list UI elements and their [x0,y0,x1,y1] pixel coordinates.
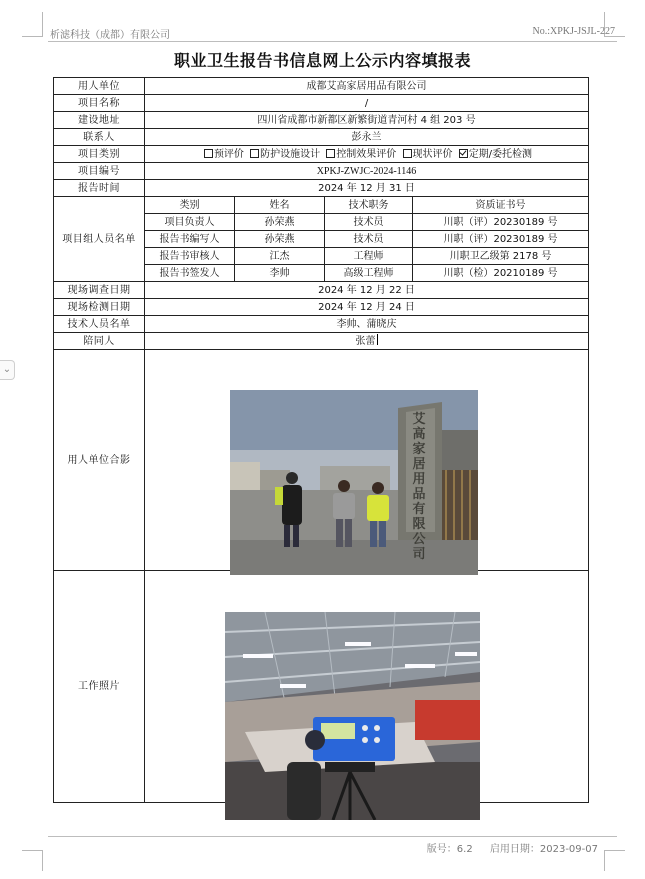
escort-value-cell[interactable] [145,333,589,350]
team-header-cert: 资质证书号 [413,197,589,214]
row-report-time [54,180,589,197]
header-divider [48,41,617,42]
team-cert[interactable]: 川职（评）20230189 号 [413,231,589,248]
work-photo[interactable] [225,612,480,820]
footer-version: 版号：6.2 [426,844,473,855]
team-role: 报告书审核人 [145,248,235,265]
project-name-value[interactable]: / [145,95,589,112]
team-name[interactable]: 孙荣燕 [235,231,325,248]
team-header-title: 技术职务 [325,197,413,214]
row-project-no [54,163,589,180]
corner-mark-bl [22,850,43,871]
report-time-value[interactable]: 2024 年 12 月 31 日 [145,180,589,197]
category-option[interactable]: 定期/委托检测 [456,149,532,160]
page-title: 职业卫生报告书信息网上公示内容填报表 [173,51,471,70]
footer [413,840,598,855]
category-option[interactable]: 预评价 [201,149,244,160]
project-no-value[interactable]: XPKJ-ZWJC-2024-1146 [145,163,589,180]
team-cert[interactable]: 川职（检）20210189 号 [413,265,589,282]
checkbox-icon[interactable] [250,149,259,158]
survey-date-value[interactable]: 2024 年 12 月 22 日 [145,282,589,299]
row-team-header [54,197,589,214]
checkbox-icon[interactable] [403,149,412,158]
footer-divider [48,836,617,837]
checked-checkbox-icon[interactable] [459,149,468,158]
tech-staff-value[interactable]: 李帅、蒲晓庆 [145,316,589,333]
expand-sidebar-icon[interactable]: ⌄ [0,360,15,380]
row-survey-date [54,282,589,299]
test-date-value[interactable]: 2024 年 12 月 24 日 [145,299,589,316]
footer-date: 启用日期：2023-09-07 [489,844,598,855]
team-title[interactable]: 工程师 [325,248,413,265]
row-project-name [54,95,589,112]
project-name-label: 项目名称 [54,95,145,112]
group-photo-image [230,390,478,575]
team-title[interactable]: 技术员 [325,214,413,231]
checkbox-icon[interactable] [204,149,213,158]
checkbox-icon[interactable] [326,149,335,158]
team-header-name: 姓名 [235,197,325,214]
row-tech-staff [54,316,589,333]
text-cursor [377,334,378,345]
escort-value[interactable]: 张蕾 [355,335,376,347]
category-option[interactable]: 控制效果评价 [323,149,396,160]
category-options [145,146,589,163]
contact-label: 联系人 [54,129,145,146]
project-no-label: 项目编号 [54,163,145,180]
team-header-role: 类别 [145,197,235,214]
contact-value[interactable]: 彭永兰 [145,129,589,146]
row-contact [54,129,589,146]
row-test-date [54,299,589,316]
row-category [54,146,589,163]
header-company: 析滤科技（成都）有限公司 [50,30,170,41]
work-photo-label: 工作照片 [54,571,145,803]
work-photo-image [225,612,480,820]
category-label: 项目类别 [54,146,145,163]
tech-staff-label: 技术人员名单 [54,316,145,333]
team-cert[interactable]: 川职（评）20230189 号 [413,214,589,231]
header-doc-no: No.:XPKJ-JSJL-227 [532,26,615,37]
corner-mark-br [604,850,625,871]
employer-label: 用人单位 [54,78,145,95]
test-date-label: 现场检测日期 [54,299,145,316]
category-option[interactable]: 防护设施设计 [247,149,320,160]
survey-date-label: 现场调查日期 [54,282,145,299]
team-cert[interactable]: 川职卫乙级第 2178 号 [413,248,589,265]
escort-label: 陪同人 [54,333,145,350]
group-photo-label: 用人单位合影 [54,350,145,571]
row-employer [54,78,589,95]
team-role: 报告书编写人 [145,231,235,248]
team-title[interactable]: 技术员 [325,231,413,248]
address-value[interactable]: 四川省成都市新都区新繁街道青河村 4 组 203 号 [145,112,589,129]
address-label: 建设地址 [54,112,145,129]
company-sign-text: 艾高家居用品有限公司 [412,412,426,562]
team-role: 项目负责人 [145,214,235,231]
team-role: 报告书签发人 [145,265,235,282]
report-time-label: 报告时间 [54,180,145,197]
team-title[interactable]: 高级工程师 [325,265,413,282]
corner-mark-tl [22,12,43,37]
employer-value[interactable]: 成都艾高家居用品有限公司 [145,78,589,95]
team-name[interactable]: 李帅 [235,265,325,282]
row-address [54,112,589,129]
group-photo[interactable] [230,390,478,575]
row-escort [54,333,589,350]
category-option[interactable]: 现状评价 [400,149,453,160]
team-name[interactable]: 孙荣燕 [235,214,325,231]
team-name[interactable]: 江杰 [235,248,325,265]
team-label: 项目组人员名单 [54,197,145,282]
